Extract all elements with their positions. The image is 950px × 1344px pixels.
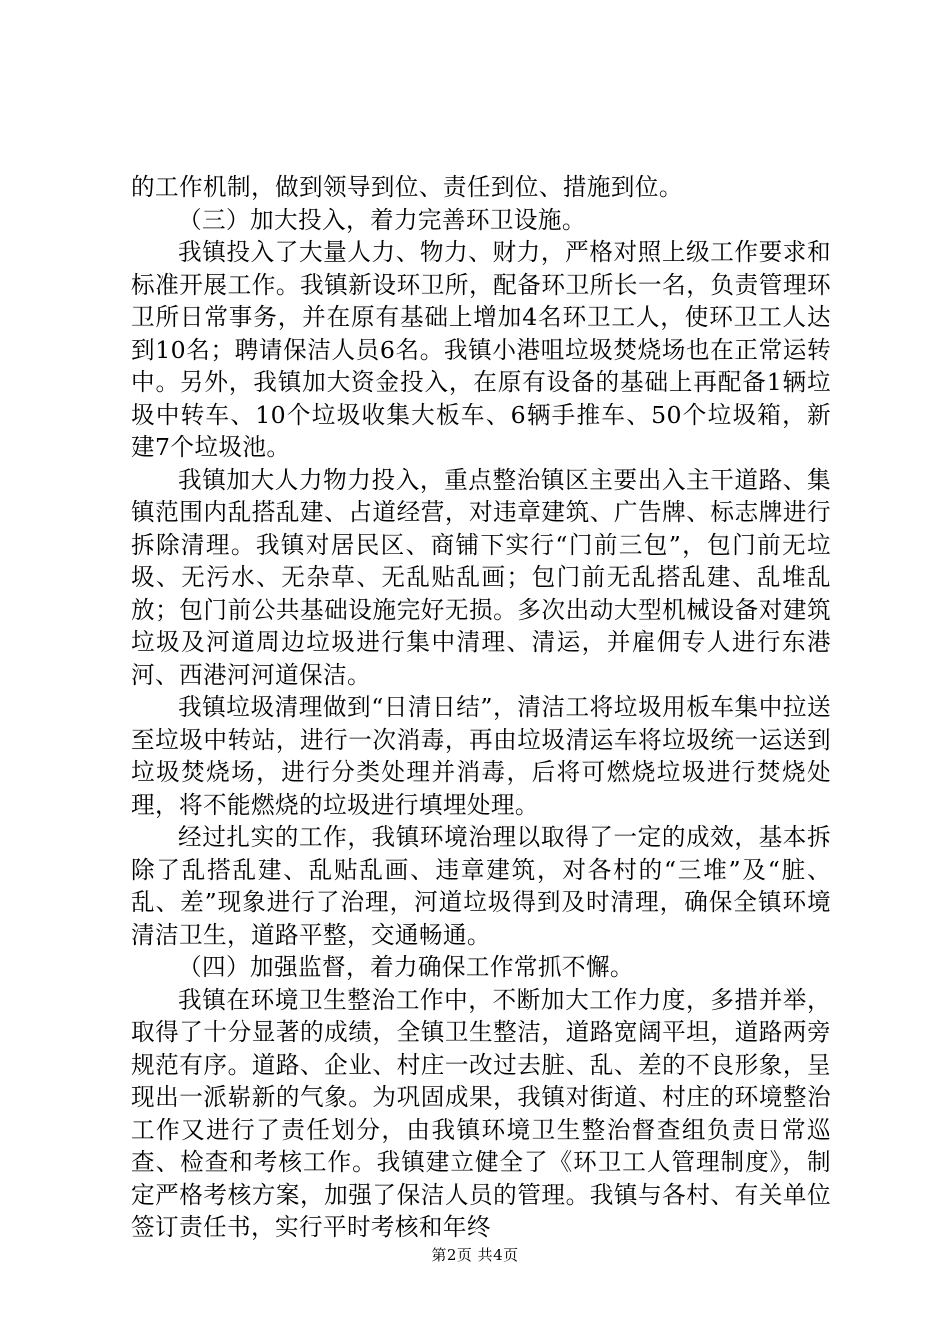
paragraph-6: 经过扎实的工作，我镇环境治理以取得了一定的成效，基本拆除了乱搭乱建、乱贴乱画、违章建筑，对各村的“三堆”及“脏、乱、差”现象进行了治理，河道垃圾得到及时清理，确保全镇环境清洁卫生，道路平整，交通畅通。 <box>131 823 831 949</box>
paragraph-4: 我镇加大人力物力投入，重点整治镇区主要出入主干道路、集镇范围内乱搭乱建、占道经营，对违章建筑、广告牌、标志牌进行拆除清理。我镇对居民区、商铺下实行“门前三包”，包门前无垃圾、无污水、无杂草、无乱贴乱画；包门前无乱搭乱建、乱堆乱放；包门前公共基础设施完好无损。多次出动大型机械设备对建筑垃圾及河道周边垃圾进行集中清理、清运，并雇佣专人进行东港河、西港河河道保洁。 <box>131 465 831 689</box>
page-number-footer: 第2页 共4页 <box>431 1246 519 1264</box>
paragraph-8: 我镇在环境卫生整治工作中，不断加大工作力度，多措并举，取得了十分显著的成绩，全镇卫生整洁，道路宽阔平坦，道路两旁规范有序。道路、企业、村庄一改过去脏、乱、差的不良形象，呈现出一派崭新的气象。为巩固成果，我镇对街道、村庄的环境整治工作又进行了责任划分，由我镇环境卫生整治督查组负责日常巡查、检查和考核工作。我镇建立健全了《环卫工人管理制度》，制定严格考核方案，加强了保洁人员的管理。我镇与各村、有关单位签订责任书，实行平时考核和年终 <box>131 985 831 1241</box>
paragraph-5: 我镇垃圾清理做到“日清日结”，清洁工将垃圾用板车集中拉送至垃圾中转站，进行一次消毒，再由垃圾清运车将垃圾统一运送到垃圾焚烧场，进行分类处理并消毒，后将可燃烧垃圾进行焚烧处理，将不能燃烧的垃圾进行填埋处理。 <box>131 693 831 819</box>
document-body <box>131 171 831 1244</box>
section-heading-3: （三）加大投入，着力完善环卫设施。 <box>178 205 586 234</box>
paragraph-3: 我镇投入了大量人力、物力、财力，严格对照上级工作要求和标准开展工作。我镇新设环卫所，配备环卫所长一名，负责管理环卫所日常事务，并在原有基础上增加4名环卫工人，使环卫工人达到10名；聘请保洁人员6名。我镇小港咀垃圾焚烧场也在正常运转中。另外，我镇加大资金投入，在原有设备的基础上再配备1辆垃圾中转车、10个垃圾收集大板车、6辆手推车、50个垃圾箱，新建7个垃圾池。 <box>131 238 831 461</box>
section-heading-4: （四）加强监督，着力确保工作常抓不懈。 <box>178 953 634 981</box>
paragraph-1: 的工作机制，做到领导到位、责任到位、措施到位。 <box>131 173 683 201</box>
